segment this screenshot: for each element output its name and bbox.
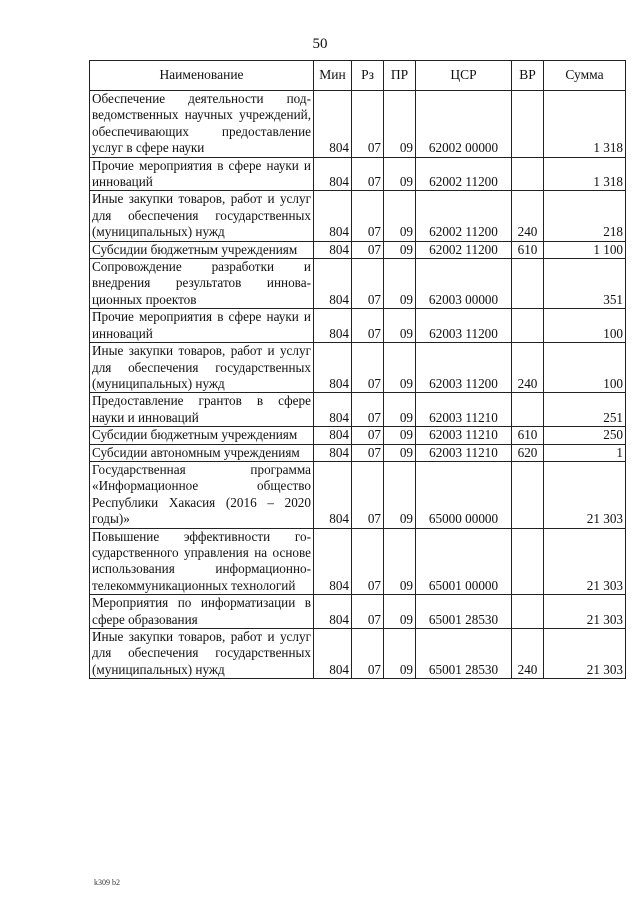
table-row <box>90 393 626 427</box>
row-sum: 1 318 <box>544 91 626 158</box>
row-name: Предоставление грантов в сфере науки и инноваций <box>90 393 314 427</box>
header-name: Наименование <box>90 61 314 91</box>
row-rz: 07 <box>352 528 384 595</box>
row-csr: 62003 00000 <box>416 259 512 309</box>
row-csr: 62002 11200 <box>416 241 512 258</box>
row-sum: 351 <box>544 259 626 309</box>
table-row <box>90 343 626 393</box>
table-row <box>90 461 626 528</box>
table-row <box>90 191 626 241</box>
row-name: Мероприятия по информатизации в сфере образования <box>90 595 314 629</box>
row-vr <box>512 528 544 595</box>
row-min: 804 <box>314 343 352 393</box>
row-name: Иные закупки товаров, работ и услуг для обеспечения государственных (муниципальных) нужд <box>90 629 314 679</box>
row-rz: 07 <box>352 595 384 629</box>
table-row <box>90 157 626 191</box>
row-pr: 09 <box>384 157 416 191</box>
row-min: 804 <box>314 241 352 258</box>
row-pr: 09 <box>384 595 416 629</box>
header-vr: ВР <box>512 61 544 91</box>
row-csr: 62003 11200 <box>416 309 512 343</box>
row-sum: 1 <box>544 444 626 461</box>
table-row <box>90 528 626 595</box>
row-sum: 1 318 <box>544 157 626 191</box>
header-pr: ПР <box>384 61 416 91</box>
row-pr: 09 <box>384 461 416 528</box>
row-csr: 65001 00000 <box>416 528 512 595</box>
row-name: Сопровождение разработки и внедрения результатов инновационных проектов <box>90 259 314 309</box>
row-sum: 251 <box>544 393 626 427</box>
table-row <box>90 629 626 679</box>
row-vr <box>512 91 544 158</box>
row-csr: 62003 11210 <box>416 427 512 444</box>
row-vr <box>512 461 544 528</box>
row-pr: 09 <box>384 343 416 393</box>
row-vr: 610 <box>512 241 544 258</box>
table-row <box>90 444 626 461</box>
table-row <box>90 91 626 158</box>
row-pr: 09 <box>384 91 416 158</box>
row-pr: 09 <box>384 191 416 241</box>
row-pr: 09 <box>384 427 416 444</box>
row-rz: 07 <box>352 241 384 258</box>
row-name: Прочие мероприятия в сфере науки и инноваций <box>90 309 314 343</box>
row-rz: 07 <box>352 309 384 343</box>
row-csr: 65001 28530 <box>416 629 512 679</box>
footer-mark: k309 b2 <box>94 878 120 887</box>
row-vr: 240 <box>512 191 544 241</box>
row-rz: 07 <box>352 461 384 528</box>
row-csr: 62003 11210 <box>416 393 512 427</box>
row-pr: 09 <box>384 241 416 258</box>
table-row <box>90 259 626 309</box>
row-vr <box>512 259 544 309</box>
row-pr: 09 <box>384 444 416 461</box>
row-pr: 09 <box>384 528 416 595</box>
row-vr: 610 <box>512 427 544 444</box>
table-header-row <box>90 61 626 91</box>
row-rz: 07 <box>352 629 384 679</box>
row-rz: 07 <box>352 444 384 461</box>
row-vr <box>512 393 544 427</box>
row-rz: 07 <box>352 91 384 158</box>
row-name: Субсидии автономным учреждениям <box>90 444 314 461</box>
table-row <box>90 427 626 444</box>
row-csr: 65000 00000 <box>416 461 512 528</box>
page-number: 50 <box>312 36 328 52</box>
row-vr <box>512 309 544 343</box>
row-sum: 21 303 <box>544 595 626 629</box>
row-min: 804 <box>314 393 352 427</box>
budget-table <box>89 60 626 679</box>
row-vr <box>512 595 544 629</box>
row-rz: 07 <box>352 427 384 444</box>
row-sum: 21 303 <box>544 629 626 679</box>
row-rz: 07 <box>352 393 384 427</box>
row-min: 804 <box>314 259 352 309</box>
row-csr: 62003 11200 <box>416 343 512 393</box>
row-vr: 620 <box>512 444 544 461</box>
table-row <box>90 241 626 258</box>
row-min: 804 <box>314 595 352 629</box>
row-csr: 62003 11210 <box>416 444 512 461</box>
row-name: Субсидии бюджетным учреждениям <box>90 427 314 444</box>
row-min: 804 <box>314 309 352 343</box>
table-row <box>90 309 626 343</box>
row-min: 804 <box>314 461 352 528</box>
row-pr: 09 <box>384 309 416 343</box>
row-name: Иные закупки товаров, работ и услуг для обеспечения государственных (муниципальных) нужд <box>90 191 314 241</box>
row-rz: 07 <box>352 343 384 393</box>
row-min: 804 <box>314 528 352 595</box>
table-row <box>90 595 626 629</box>
row-sum: 100 <box>544 343 626 393</box>
row-sum: 1 100 <box>544 241 626 258</box>
row-name: Государственная программа «Информационное общество Республики Хакасия (2016 – 2020 годы)» <box>90 461 314 528</box>
row-name: Повышение эффективности государственного управления на основе использования информационно-телекоммуникационных технологий <box>90 528 314 595</box>
row-min: 804 <box>314 629 352 679</box>
row-pr: 09 <box>384 393 416 427</box>
row-min: 804 <box>314 157 352 191</box>
row-csr: 62002 00000 <box>416 91 512 158</box>
row-min: 804 <box>314 444 352 461</box>
row-sum: 21 303 <box>544 461 626 528</box>
row-name: Прочие мероприятия в сфере науки и инноваций <box>90 157 314 191</box>
row-sum: 250 <box>544 427 626 444</box>
row-name: Обеспечение деятельности подведомственных научных учреждений, обеспечивающих предоставление услуг в сфере науки <box>90 91 314 158</box>
row-sum: 218 <box>544 191 626 241</box>
row-min: 804 <box>314 91 352 158</box>
header-min: Мин <box>314 61 352 91</box>
row-min: 804 <box>314 427 352 444</box>
row-csr: 65001 28530 <box>416 595 512 629</box>
row-name: Субсидии бюджетным учреждениям <box>90 241 314 258</box>
header-rz: Рз <box>352 61 384 91</box>
row-rz: 07 <box>352 191 384 241</box>
row-vr <box>512 157 544 191</box>
row-sum: 21 303 <box>544 528 626 595</box>
row-pr: 09 <box>384 629 416 679</box>
row-csr: 62002 11200 <box>416 157 512 191</box>
row-pr: 09 <box>384 259 416 309</box>
row-vr: 240 <box>512 629 544 679</box>
row-vr: 240 <box>512 343 544 393</box>
row-name: Иные закупки товаров, работ и услуг для обеспечения государственных (муниципальных) нужд <box>90 343 314 393</box>
row-min: 804 <box>314 191 352 241</box>
row-rz: 07 <box>352 259 384 309</box>
header-csr: ЦСР <box>416 61 512 91</box>
row-csr: 62002 11200 <box>416 191 512 241</box>
header-sum: Сумма <box>544 61 626 91</box>
row-sum: 100 <box>544 309 626 343</box>
row-rz: 07 <box>352 157 384 191</box>
